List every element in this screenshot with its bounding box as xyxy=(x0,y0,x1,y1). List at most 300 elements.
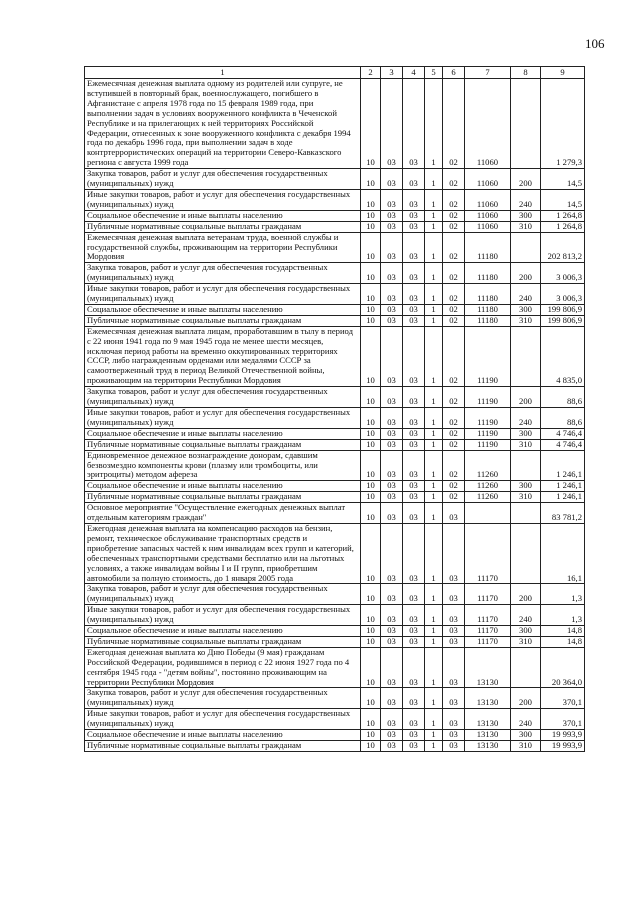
row-subsection: 03 xyxy=(381,304,403,315)
row-amount: 14,8 xyxy=(541,636,585,647)
row-subsection: 03 xyxy=(381,741,403,752)
row-expense-type: 300 xyxy=(511,481,541,492)
row-section: 10 xyxy=(361,626,381,637)
row-program: 03 xyxy=(403,584,425,605)
row-subsection: 03 xyxy=(381,387,403,408)
table-row xyxy=(85,492,585,503)
row-section: 10 xyxy=(361,730,381,741)
row-amount: 14,5 xyxy=(541,189,585,210)
row-expense-type: 310 xyxy=(511,492,541,503)
table-row xyxy=(85,210,585,221)
row-section: 10 xyxy=(361,647,381,688)
row-expense-type: 300 xyxy=(511,626,541,637)
row-program: 03 xyxy=(403,605,425,626)
row-subsection: 03 xyxy=(381,439,403,450)
row-expense-type: 300 xyxy=(511,428,541,439)
row-section: 10 xyxy=(361,503,381,524)
row-direction: 13130 xyxy=(465,730,511,741)
row-event: 02 xyxy=(443,481,465,492)
table-row xyxy=(85,284,585,305)
row-section: 10 xyxy=(361,408,381,429)
row-program: 03 xyxy=(403,626,425,637)
row-program: 03 xyxy=(403,439,425,450)
table-row xyxy=(85,709,585,730)
row-subsection: 03 xyxy=(381,584,403,605)
row-subprogram: 1 xyxy=(425,210,443,221)
row-event: 02 xyxy=(443,284,465,305)
row-subprogram: 1 xyxy=(425,169,443,190)
row-program: 03 xyxy=(403,79,425,169)
row-subprogram: 1 xyxy=(425,481,443,492)
row-event: 02 xyxy=(443,263,465,284)
row-program: 03 xyxy=(403,523,425,583)
row-event: 02 xyxy=(443,315,465,326)
row-amount: 4 746,4 xyxy=(541,428,585,439)
col-header: 2 xyxy=(361,67,381,79)
row-program: 03 xyxy=(403,315,425,326)
row-subprogram: 1 xyxy=(425,523,443,583)
row-amount: 19 993,9 xyxy=(541,741,585,752)
row-section: 10 xyxy=(361,481,381,492)
row-amount: 199 806,9 xyxy=(541,304,585,315)
table-row xyxy=(85,387,585,408)
row-name: Иные закупки товаров, работ и услуг для обеспечения государственных (муниципальных) нужд xyxy=(85,189,361,210)
row-section: 10 xyxy=(361,605,381,626)
row-amount: 1 264,8 xyxy=(541,221,585,232)
row-subsection: 03 xyxy=(381,523,403,583)
row-program: 03 xyxy=(403,326,425,386)
row-amount: 199 806,9 xyxy=(541,315,585,326)
row-program: 03 xyxy=(403,709,425,730)
row-subprogram: 1 xyxy=(425,584,443,605)
row-amount: 1 264,8 xyxy=(541,210,585,221)
row-amount: 14,8 xyxy=(541,626,585,637)
row-direction: 13130 xyxy=(465,709,511,730)
row-event: 02 xyxy=(443,387,465,408)
table-row xyxy=(85,730,585,741)
row-name: Публичные нормативные социальные выплаты гражданам xyxy=(85,315,361,326)
row-expense-type xyxy=(511,79,541,169)
row-expense-type: 240 xyxy=(511,709,541,730)
row-subprogram: 1 xyxy=(425,221,443,232)
row-program: 03 xyxy=(403,688,425,709)
row-amount: 1,3 xyxy=(541,584,585,605)
row-section: 10 xyxy=(361,304,381,315)
table-row xyxy=(85,688,585,709)
row-amount: 83 781,2 xyxy=(541,503,585,524)
row-expense-type xyxy=(511,326,541,386)
row-event: 03 xyxy=(443,605,465,626)
row-subprogram: 1 xyxy=(425,688,443,709)
row-subsection: 03 xyxy=(381,709,403,730)
row-amount: 1,3 xyxy=(541,605,585,626)
row-subprogram: 1 xyxy=(425,647,443,688)
row-name: Закупка товаров, работ и услуг для обеспечения государственных (муниципальных) нужд xyxy=(85,263,361,284)
row-direction: 11260 xyxy=(465,450,511,481)
row-expense-type: 310 xyxy=(511,636,541,647)
row-amount: 1 246,1 xyxy=(541,481,585,492)
row-name: Закупка товаров, работ и услуг для обеспечения государственных (муниципальных) нужд xyxy=(85,169,361,190)
row-subsection: 03 xyxy=(381,636,403,647)
row-section: 10 xyxy=(361,428,381,439)
row-subprogram: 1 xyxy=(425,450,443,481)
row-amount: 1 246,1 xyxy=(541,450,585,481)
table-row xyxy=(85,221,585,232)
row-event: 03 xyxy=(443,688,465,709)
col-header: 5 xyxy=(425,67,443,79)
row-name: Социальное обеспечение и иные выплаты населению xyxy=(85,626,361,637)
budget-table xyxy=(84,66,585,752)
row-name: Ежемесячная денежная выплата одному из родителей или супруге, не вступившей в повторный брак, военнослужащего, погибшего в Афганистане с апреля 1978 года по 15 февраля 1989 года, при выполнении задач в условиях вооруженного конфликта в Чеченской Республике и на прилегающих к ней территориях Российской Федерации, отнесенных к зоне вооруженного конфликта с декабря 1994 года по декабрь 1996 года, при выполнении задач в ходе контртеррористических операций на территории Северо-Кавказского региона с августа 1999 года xyxy=(85,79,361,169)
table-row xyxy=(85,636,585,647)
row-name: Основное мероприятие "Осуществление ежегодных денежных выплат отдельным категориям граждан" xyxy=(85,503,361,524)
row-expense-type: 300 xyxy=(511,210,541,221)
table-row xyxy=(85,232,585,263)
row-expense-type: 310 xyxy=(511,439,541,450)
row-section: 10 xyxy=(361,210,381,221)
row-direction: 13130 xyxy=(465,741,511,752)
row-expense-type xyxy=(511,503,541,524)
row-direction: 11170 xyxy=(465,523,511,583)
row-section: 10 xyxy=(361,326,381,386)
row-section: 10 xyxy=(361,636,381,647)
col-header: 3 xyxy=(381,67,403,79)
row-event: 02 xyxy=(443,439,465,450)
row-event: 02 xyxy=(443,428,465,439)
table-row xyxy=(85,408,585,429)
row-section: 10 xyxy=(361,79,381,169)
row-amount: 20 364,0 xyxy=(541,647,585,688)
row-subsection: 03 xyxy=(381,263,403,284)
row-section: 10 xyxy=(361,232,381,263)
row-name: Публичные нормативные социальные выплаты гражданам xyxy=(85,439,361,450)
table-row xyxy=(85,315,585,326)
row-event: 02 xyxy=(443,232,465,263)
row-amount: 14,5 xyxy=(541,169,585,190)
row-event: 02 xyxy=(443,408,465,429)
row-event: 03 xyxy=(443,741,465,752)
row-section: 10 xyxy=(361,439,381,450)
row-subprogram: 1 xyxy=(425,304,443,315)
row-name: Социальное обеспечение и иные выплаты населению xyxy=(85,730,361,741)
row-event: 02 xyxy=(443,326,465,386)
row-section: 10 xyxy=(361,688,381,709)
row-subprogram: 1 xyxy=(425,315,443,326)
row-section: 10 xyxy=(361,221,381,232)
row-name: Публичные нормативные социальные выплаты гражданам xyxy=(85,492,361,503)
row-direction: 11060 xyxy=(465,221,511,232)
col-header: 9 xyxy=(541,67,585,79)
row-event: 03 xyxy=(443,626,465,637)
row-name: Иные закупки товаров, работ и услуг для обеспечения государственных (муниципальных) нужд xyxy=(85,605,361,626)
table-row xyxy=(85,263,585,284)
row-subprogram: 1 xyxy=(425,730,443,741)
row-section: 10 xyxy=(361,584,381,605)
row-expense-type: 300 xyxy=(511,730,541,741)
row-subsection: 03 xyxy=(381,481,403,492)
row-subprogram: 1 xyxy=(425,709,443,730)
row-direction: 11190 xyxy=(465,387,511,408)
row-subsection: 03 xyxy=(381,315,403,326)
row-section: 10 xyxy=(361,263,381,284)
row-event: 03 xyxy=(443,730,465,741)
table-row xyxy=(85,326,585,386)
row-event: 03 xyxy=(443,503,465,524)
row-section: 10 xyxy=(361,284,381,305)
row-event: 02 xyxy=(443,492,465,503)
row-event: 02 xyxy=(443,79,465,169)
table-row xyxy=(85,523,585,583)
row-name: Закупка товаров, работ и услуг для обеспечения государственных (муниципальных) нужд xyxy=(85,584,361,605)
table-row xyxy=(85,450,585,481)
row-event: 02 xyxy=(443,304,465,315)
row-event: 03 xyxy=(443,584,465,605)
row-event: 02 xyxy=(443,169,465,190)
row-expense-type: 200 xyxy=(511,387,541,408)
row-direction: 11060 xyxy=(465,79,511,169)
row-name: Социальное обеспечение и иные выплаты населению xyxy=(85,481,361,492)
row-event: 03 xyxy=(443,523,465,583)
row-program: 03 xyxy=(403,503,425,524)
row-direction: 11190 xyxy=(465,428,511,439)
row-amount: 4 835,0 xyxy=(541,326,585,386)
row-subprogram: 1 xyxy=(425,741,443,752)
row-amount: 88,6 xyxy=(541,408,585,429)
row-program: 03 xyxy=(403,730,425,741)
row-expense-type: 240 xyxy=(511,189,541,210)
row-subsection: 03 xyxy=(381,284,403,305)
row-expense-type xyxy=(511,450,541,481)
row-direction: 11180 xyxy=(465,315,511,326)
table-row xyxy=(85,503,585,524)
row-direction: 11170 xyxy=(465,626,511,637)
row-amount: 3 006,3 xyxy=(541,284,585,305)
row-name: Единовременное денежное вознаграждение донорам, сдавшим безвозмездно компоненты крови (плазму или тромбоциты, или эритроциты) методом афереза xyxy=(85,450,361,481)
page-number: 106 xyxy=(585,36,605,51)
table-body xyxy=(85,79,585,752)
col-header: 1 xyxy=(85,67,361,79)
row-program: 03 xyxy=(403,408,425,429)
row-expense-type xyxy=(511,523,541,583)
row-direction: 11170 xyxy=(465,605,511,626)
row-name: Иные закупки товаров, работ и услуг для обеспечения государственных (муниципальных) нужд xyxy=(85,709,361,730)
row-direction: 11260 xyxy=(465,481,511,492)
col-header: 8 xyxy=(511,67,541,79)
row-expense-type: 300 xyxy=(511,304,541,315)
row-subprogram: 1 xyxy=(425,326,443,386)
row-subsection: 03 xyxy=(381,688,403,709)
row-expense-type: 200 xyxy=(511,688,541,709)
table-row xyxy=(85,626,585,637)
row-program: 03 xyxy=(403,428,425,439)
row-name: Ежегодная денежная выплата ко Дню Победы (9 мая) гражданам Российской Федерации, родившимся в период с 22 июня 1927 года по 4 сентября 1945 года - "детям войны", постоянно проживающим на территории Республики Мордовия xyxy=(85,647,361,688)
row-expense-type: 240 xyxy=(511,605,541,626)
row-program: 03 xyxy=(403,647,425,688)
row-event: 02 xyxy=(443,450,465,481)
row-expense-type: 200 xyxy=(511,263,541,284)
row-expense-type: 310 xyxy=(511,221,541,232)
row-direction: 11190 xyxy=(465,408,511,429)
row-name: Социальное обеспечение и иные выплаты населению xyxy=(85,210,361,221)
row-direction: 11190 xyxy=(465,439,511,450)
row-section: 10 xyxy=(361,492,381,503)
row-amount: 88,6 xyxy=(541,387,585,408)
row-amount: 3 006,3 xyxy=(541,263,585,284)
row-section: 10 xyxy=(361,315,381,326)
row-program: 03 xyxy=(403,481,425,492)
row-section: 10 xyxy=(361,709,381,730)
row-subprogram: 1 xyxy=(425,284,443,305)
row-subsection: 03 xyxy=(381,450,403,481)
row-expense-type xyxy=(511,647,541,688)
col-header: 4 xyxy=(403,67,425,79)
row-name: Ежемесячная денежная выплата ветеранам труда, военной службы и государственной службы, проживающим на территории Республики Мордовия xyxy=(85,232,361,263)
row-subprogram: 1 xyxy=(425,387,443,408)
row-subsection: 03 xyxy=(381,189,403,210)
row-subsection: 03 xyxy=(381,326,403,386)
row-name: Ежегодная денежная выплата на компенсацию расходов на бензин, ремонт, техническое обслуживание транспортных средств и приобретение запасных частей к ним инвалидам всех групп и категорий, обеспеченных транспортными средствами бесплатно или на льготных условиях, а также инвалидам войны I и II групп, приобретшим автомобили за полную стоимость, до 1 января 2005 года xyxy=(85,523,361,583)
row-section: 10 xyxy=(361,189,381,210)
row-name: Публичные нормативные социальные выплаты гражданам xyxy=(85,741,361,752)
row-expense-type: 310 xyxy=(511,315,541,326)
row-subprogram: 1 xyxy=(425,428,443,439)
row-subprogram: 1 xyxy=(425,79,443,169)
row-name: Социальное обеспечение и иные выплаты населению xyxy=(85,304,361,315)
row-direction: 13130 xyxy=(465,647,511,688)
row-program: 03 xyxy=(403,636,425,647)
row-direction xyxy=(465,503,511,524)
row-program: 03 xyxy=(403,304,425,315)
table-row xyxy=(85,79,585,169)
table-row xyxy=(85,584,585,605)
row-program: 03 xyxy=(403,492,425,503)
table-row xyxy=(85,304,585,315)
row-subprogram: 1 xyxy=(425,503,443,524)
row-subsection: 03 xyxy=(381,221,403,232)
row-direction: 11060 xyxy=(465,189,511,210)
row-expense-type xyxy=(511,232,541,263)
row-name: Иные закупки товаров, работ и услуг для обеспечения государственных (муниципальных) нужд xyxy=(85,408,361,429)
row-direction: 11180 xyxy=(465,263,511,284)
table-row xyxy=(85,647,585,688)
row-subsection: 03 xyxy=(381,428,403,439)
row-name: Закупка товаров, работ и услуг для обеспечения государственных (муниципальных) нужд xyxy=(85,387,361,408)
row-section: 10 xyxy=(361,741,381,752)
row-subprogram: 1 xyxy=(425,189,443,210)
row-subsection: 03 xyxy=(381,492,403,503)
row-subprogram: 1 xyxy=(425,263,443,284)
row-expense-type: 200 xyxy=(511,584,541,605)
row-subprogram: 1 xyxy=(425,439,443,450)
table-row xyxy=(85,439,585,450)
row-subprogram: 1 xyxy=(425,605,443,626)
row-direction: 11180 xyxy=(465,232,511,263)
row-direction: 13130 xyxy=(465,688,511,709)
col-header: 6 xyxy=(443,67,465,79)
row-amount: 4 746,4 xyxy=(541,439,585,450)
row-subsection: 03 xyxy=(381,169,403,190)
row-subsection: 03 xyxy=(381,79,403,169)
row-event: 02 xyxy=(443,210,465,221)
row-subprogram: 1 xyxy=(425,626,443,637)
row-event: 02 xyxy=(443,189,465,210)
row-amount: 19 993,9 xyxy=(541,730,585,741)
row-subsection: 03 xyxy=(381,605,403,626)
row-subsection: 03 xyxy=(381,408,403,429)
row-program: 03 xyxy=(403,284,425,305)
row-subprogram: 1 xyxy=(425,492,443,503)
row-subprogram: 1 xyxy=(425,232,443,263)
row-expense-type: 310 xyxy=(511,741,541,752)
row-amount: 370,1 xyxy=(541,709,585,730)
row-name: Публичные нормативные социальные выплаты гражданам xyxy=(85,221,361,232)
row-subprogram: 1 xyxy=(425,408,443,429)
row-amount: 202 813,2 xyxy=(541,232,585,263)
row-program: 03 xyxy=(403,232,425,263)
row-subsection: 03 xyxy=(381,210,403,221)
row-direction: 11180 xyxy=(465,304,511,315)
row-name: Ежемесячная денежная выплата лицам, проработавшим в тылу в период с 22 июня 1941 года по 9 мая 1945 года не менее шести месяцев, исключая период работы на временно оккупированных территориях СССР, либо награжденным орденами или медалями СССР за самоотверженный труд в период Великой Отечественной войны, проживающим на территории Республики Мордовия xyxy=(85,326,361,386)
row-program: 03 xyxy=(403,387,425,408)
row-program: 03 xyxy=(403,210,425,221)
row-event: 02 xyxy=(443,221,465,232)
row-subsection: 03 xyxy=(381,232,403,263)
row-name: Закупка товаров, работ и услуг для обеспечения государственных (муниципальных) нужд xyxy=(85,688,361,709)
row-program: 03 xyxy=(403,189,425,210)
row-name: Иные закупки товаров, работ и услуг для обеспечения государственных (муниципальных) нужд xyxy=(85,284,361,305)
row-amount: 370,1 xyxy=(541,688,585,709)
row-program: 03 xyxy=(403,741,425,752)
row-section: 10 xyxy=(361,523,381,583)
row-subsection: 03 xyxy=(381,503,403,524)
row-subsection: 03 xyxy=(381,730,403,741)
row-expense-type: 240 xyxy=(511,408,541,429)
row-direction: 11180 xyxy=(465,284,511,305)
table-row xyxy=(85,428,585,439)
table-row xyxy=(85,605,585,626)
row-direction: 11190 xyxy=(465,326,511,386)
header-row xyxy=(85,67,585,79)
row-event: 03 xyxy=(443,647,465,688)
row-program: 03 xyxy=(403,169,425,190)
table-row xyxy=(85,189,585,210)
row-amount: 1 279,3 xyxy=(541,79,585,169)
table-row xyxy=(85,169,585,190)
row-direction: 11170 xyxy=(465,584,511,605)
row-amount: 1 246,1 xyxy=(541,492,585,503)
table-row xyxy=(85,741,585,752)
row-section: 10 xyxy=(361,450,381,481)
col-header: 7 xyxy=(465,67,511,79)
row-direction: 11060 xyxy=(465,169,511,190)
row-section: 10 xyxy=(361,387,381,408)
row-direction: 11060 xyxy=(465,210,511,221)
row-name: Социальное обеспечение и иные выплаты населению xyxy=(85,428,361,439)
row-name: Публичные нормативные социальные выплаты гражданам xyxy=(85,636,361,647)
table-row xyxy=(85,481,585,492)
row-program: 03 xyxy=(403,221,425,232)
row-direction: 11260 xyxy=(465,492,511,503)
row-event: 03 xyxy=(443,636,465,647)
row-expense-type: 240 xyxy=(511,284,541,305)
row-program: 03 xyxy=(403,450,425,481)
row-event: 03 xyxy=(443,709,465,730)
row-subsection: 03 xyxy=(381,647,403,688)
row-expense-type: 200 xyxy=(511,169,541,190)
row-program: 03 xyxy=(403,263,425,284)
row-amount: 16,1 xyxy=(541,523,585,583)
row-subsection: 03 xyxy=(381,626,403,637)
